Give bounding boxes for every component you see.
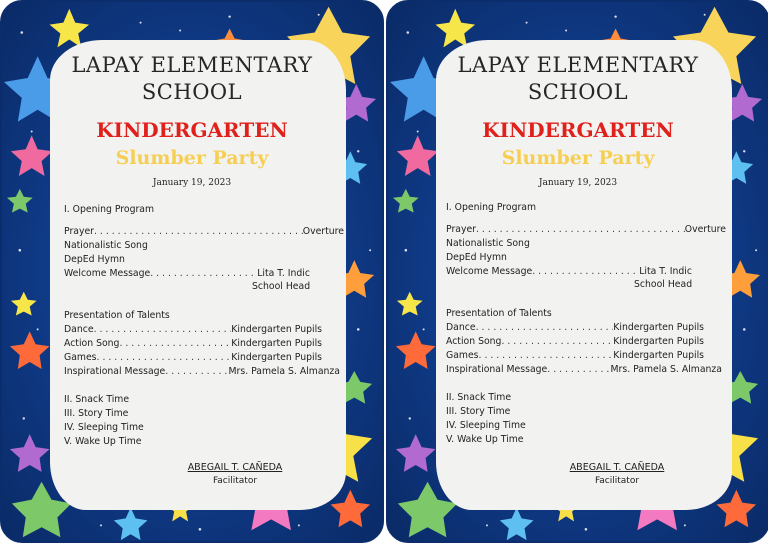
section-item: V. Wake Up Time	[64, 436, 142, 447]
section-item: IV. Sleeping Time	[446, 420, 526, 431]
program-item: DepEd Hymn	[64, 254, 125, 265]
school-name: LAPAY ELEMENTARY SCHOOL	[457, 53, 699, 104]
program-row: Action Song . . . Kindergarten Pupils	[64, 338, 322, 351]
program-row: Games . . . Kindergarten Pupils	[446, 350, 704, 363]
program-content	[2, 2, 382, 541]
program-row: Inspirational Message . . . Mrs. Pamela S. Almanza	[446, 364, 722, 377]
program-row: Prayer . . . Overture	[64, 226, 344, 239]
opening-heading: I. Opening Program	[446, 202, 537, 213]
program-row: Welcome Message . . . Lita T. Indic	[446, 266, 692, 279]
talents-heading: Presentation of Talents	[446, 308, 552, 319]
section-item: IV. Sleeping Time	[64, 422, 144, 433]
opening-heading: I. Opening Program	[64, 204, 155, 215]
event-date: January 19, 2023	[538, 178, 618, 188]
section-item: V. Wake Up Time	[446, 434, 524, 445]
program-row: Games . . . Kindergarten Pupils	[64, 352, 322, 365]
facilitator-name: ABEGAIL T. CAÑEDA	[187, 462, 283, 473]
talents-heading: Presentation of Talents	[64, 310, 170, 321]
school-name: LAPAY ELEMENTARY SCHOOL	[71, 53, 313, 104]
program-content	[388, 2, 768, 541]
facilitator-name: ABEGAIL T. CAÑEDA	[569, 462, 665, 473]
program-card-right	[386, 0, 768, 543]
section-item: III. Story Time	[446, 406, 511, 417]
program-row: Welcome Message . . . Lita T. Indic	[64, 268, 310, 281]
program-row: Inspirational Message . . . Mrs. Pamela S. Almanza	[64, 366, 340, 379]
program-item: Nationalistic Song	[64, 240, 148, 251]
program-item: Nationalistic Song	[446, 238, 530, 249]
facilitator-role: Facilitator	[212, 476, 258, 486]
welcome-role: School Head	[252, 281, 311, 292]
event-date: January 19, 2023	[152, 178, 232, 188]
program-row: Action Song . . . Kindergarten Pupils	[446, 336, 704, 349]
event-subtitle: Slumber Party	[501, 147, 655, 169]
event-title: KINDERGARTEN	[96, 118, 288, 142]
program-row: Dance . . . Kindergarten Pupils	[446, 322, 704, 335]
welcome-role: School Head	[634, 279, 693, 290]
section-item: II. Snack Time	[64, 394, 130, 405]
event-title: KINDERGARTEN	[482, 118, 674, 142]
section-item: II. Snack Time	[446, 392, 512, 403]
event-subtitle: Slumber Party	[115, 147, 269, 169]
program-item: DepEd Hymn	[446, 252, 507, 263]
section-item: III. Story Time	[64, 408, 129, 419]
facilitator-role: Facilitator	[594, 476, 640, 486]
program-row: Prayer . . . Overture	[446, 224, 726, 237]
program-row: Dance . . . Kindergarten Pupils	[64, 324, 322, 337]
